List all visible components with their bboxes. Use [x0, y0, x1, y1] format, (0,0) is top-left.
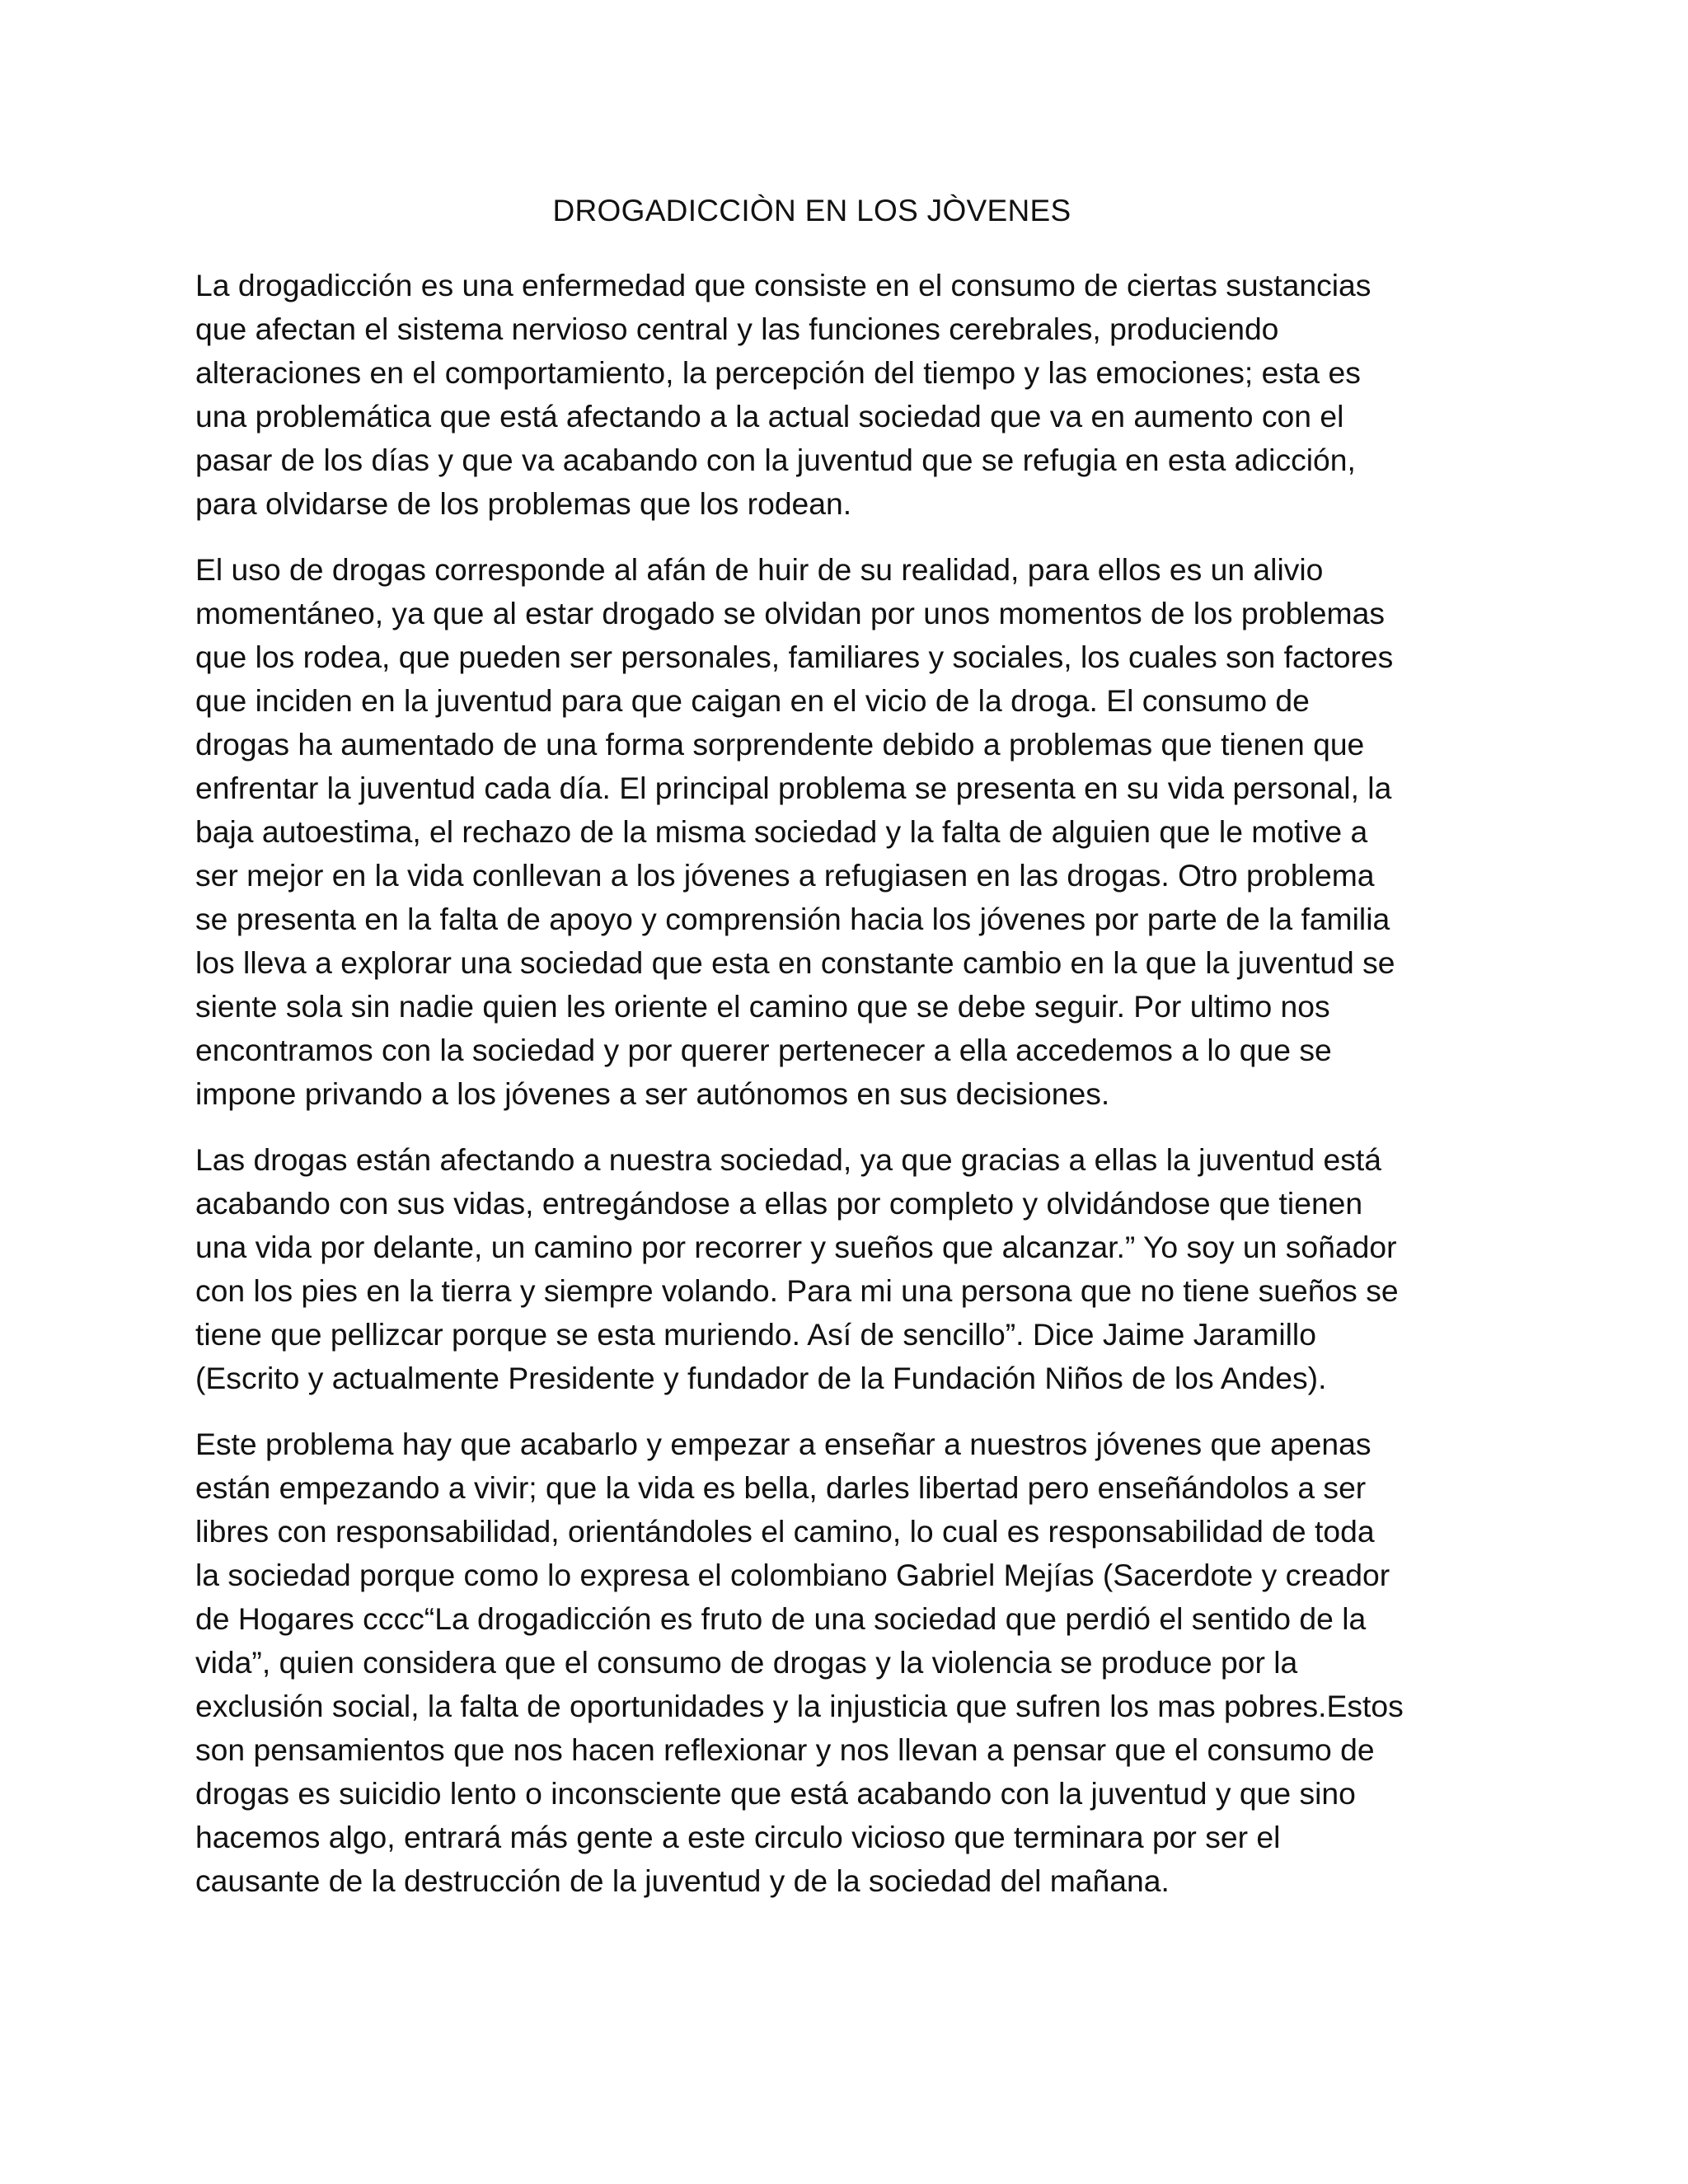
text-line: tiene que pellizcar porque se esta muriendo. Así de sencillo”. Dice Jaime Jaramillo: [195, 1317, 1316, 1352]
text-line: pasar de los días y que va acabando con la juventud que se refugia en esta adicción,: [195, 443, 1356, 477]
text-line: El uso de drogas corresponde al afán de huir de su realidad, para ellos es un alivio: [195, 552, 1324, 587]
text-line: que afectan el sistema nervioso central y las funciones cerebrales, produciendo: [195, 312, 1279, 346]
text-line: drogas es suicidio lento o inconsciente que está acabando con la juventud y que sino: [195, 1776, 1356, 1811]
text-line: encontramos con la sociedad y por querer pertenecer a ella accedemos a lo que se: [195, 1033, 1332, 1067]
text-line: una vida por delante, un camino por recorrer y sueños que alcanzar.” Yo soy un soñador: [195, 1230, 1397, 1264]
text-line: vida”, quien considera que el consumo de drogas y la violencia se produce por la: [195, 1645, 1298, 1680]
text-line: con los pies en la tierra y siempre volando. Para mi una persona que no tiene sueños se: [195, 1273, 1399, 1308]
text-line: La drogadicción es una enfermedad que consiste en el consumo de ciertas sustancias: [195, 268, 1372, 302]
text-line: siente sola sin nadie quien les oriente el camino que se debe seguir. Por ultimo nos: [195, 989, 1330, 1024]
text-line: que inciden en la juventud para que caigan en el vicio de la droga. El consumo de: [195, 683, 1310, 718]
text-line: libres con responsabilidad, orientándoles el camino, lo cual es responsabilidad de toda: [195, 1514, 1375, 1549]
paragraph-3: [195, 1138, 1564, 1400]
text-line: (Escrito y actualmente Presidente y fundador de la Fundación Niños de los Andes).: [195, 1361, 1327, 1395]
text-line: ser mejor en la vida conllevan a los jóvenes a refugiasen en las drogas. Otro problema: [195, 858, 1375, 893]
paragraph-1: [195, 264, 1564, 526]
text-line: que los rodea, que pueden ser personales, familiares y sociales, los cuales son factores: [195, 640, 1394, 674]
text-line: Este problema hay que acabarlo y empezar a enseñar a nuestros jóvenes que apenas: [195, 1427, 1372, 1461]
text-line: hacemos algo, entrará más gente a este circulo vicioso que terminara por ser el: [195, 1820, 1281, 1854]
text-line: enfrentar la juventud cada día. El principal problema se presenta en su vida personal, la: [195, 771, 1392, 805]
text-line: acabando con sus vidas, entregándose a ellas por completo y olvidándose que tienen: [195, 1186, 1363, 1221]
document-title: DROGADICCIÒN EN LOS JÒVENES: [552, 194, 1071, 227]
text-line: de Hogares cccc“La drogadicción es fruto de una sociedad que perdió el sentido de la: [195, 1601, 1367, 1636]
text-line: baja autoestima, el rechazo de la misma sociedad y la falta de alguien que le motive a: [195, 814, 1368, 849]
text-line: para olvidarse de los problemas que los rodean.: [195, 486, 852, 521]
text-line: están empezando a vivir; que la vida es bella, darles libertad pero enseñándolos a ser: [195, 1470, 1367, 1505]
text-line: momentáneo, ya que al estar drogado se olvidan por unos momentos de los problemas: [195, 596, 1385, 630]
text-line: Las drogas están afectando a nuestra sociedad, ya que gracias a ellas la juventud está: [195, 1142, 1381, 1177]
text-line: causante de la destrucción de la juventud y de la sociedad del mañana.: [195, 1863, 1170, 1898]
text-line: exclusión social, la falta de oportunidades y la injusticia que sufren los mas pobres.Estos: [195, 1689, 1404, 1723]
text-line: drogas ha aumentado de una forma sorprendente debido a problemas que tienen que: [195, 727, 1365, 762]
text-line: una problemática que está afectando a la actual sociedad que va en aumento con el: [195, 399, 1344, 434]
text-line: se presenta en la falta de apoyo y comprensión hacia los jóvenes por parte de la familia: [195, 902, 1390, 936]
paragraph-4: [195, 1422, 1564, 1903]
text-line: impone privando a los jóvenes a ser autónomos en sus decisiones.: [195, 1076, 1110, 1111]
paragraph-2: [195, 548, 1564, 1116]
text-line: los lleva a explorar una sociedad que esta en constante cambio en la que la juventud se: [195, 945, 1395, 980]
text-line: la sociedad porque como lo expresa el colombiano Gabriel Mejías (Sacerdote y creador: [195, 1558, 1390, 1592]
text-line: son pensamientos que nos hacen reflexionar y nos llevan a pensar que el consumo de: [195, 1732, 1375, 1767]
text-line: alteraciones en el comportamiento, la percepción del tiempo y las emociones; esta es: [195, 355, 1361, 390]
